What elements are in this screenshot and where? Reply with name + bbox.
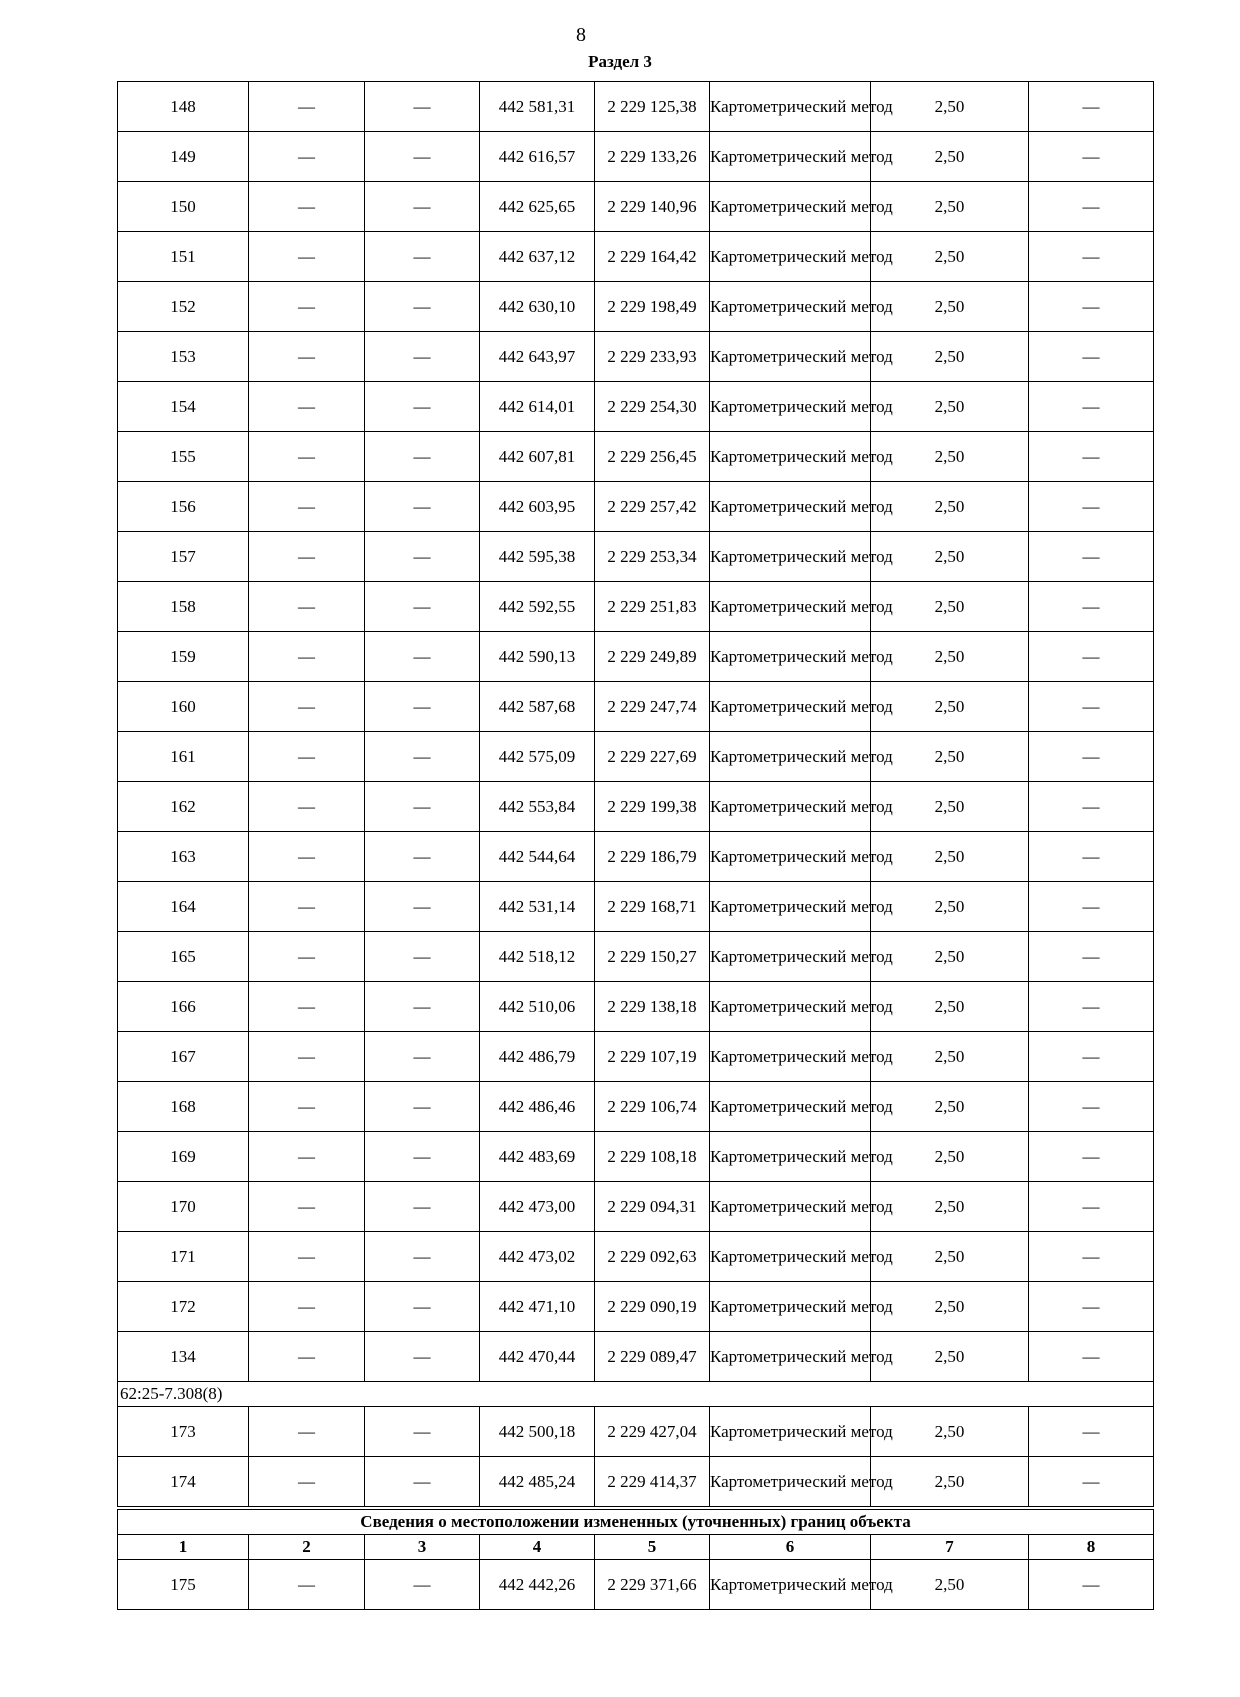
y-coordinate-cell: 2 229 140,96 <box>595 182 710 232</box>
accuracy-cell: 2,50 <box>871 382 1029 432</box>
point-number-cell: 153 <box>118 332 249 382</box>
table-row <box>118 1560 1154 1610</box>
accuracy-cell: 2,50 <box>871 132 1029 182</box>
x-coordinate-cell: 442 473,00 <box>480 1182 595 1232</box>
old-y-cell: — <box>365 682 480 732</box>
y-coordinate-cell: 2 229 251,83 <box>595 582 710 632</box>
subsection-row <box>118 1382 1154 1407</box>
accuracy-cell: 2,50 <box>871 982 1029 1032</box>
old-x-cell: — <box>249 782 365 832</box>
old-y-cell: — <box>365 632 480 682</box>
method-cell: Картометрический метод <box>710 382 871 432</box>
description-cell: — <box>1029 432 1154 482</box>
old-x-cell: — <box>249 82 365 132</box>
method-cell: Картометрический метод <box>710 582 871 632</box>
point-number-cell: 154 <box>118 382 249 432</box>
description-cell: — <box>1029 782 1154 832</box>
old-y-cell: — <box>365 282 480 332</box>
y-coordinate-cell: 2 229 150,27 <box>595 932 710 982</box>
y-coordinate-cell: 2 229 254,30 <box>595 382 710 432</box>
description-cell: — <box>1029 1082 1154 1132</box>
point-number-cell: 156 <box>118 482 249 532</box>
table-row <box>118 632 1154 682</box>
description-cell: — <box>1029 682 1154 732</box>
y-coordinate-cell: 2 229 168,71 <box>595 882 710 932</box>
accuracy-cell: 2,50 <box>871 1232 1029 1282</box>
old-y-cell: — <box>365 482 480 532</box>
description-cell: — <box>1029 332 1154 382</box>
accuracy-cell: 2,50 <box>871 832 1029 882</box>
description-cell: — <box>1029 232 1154 282</box>
point-number-cell: 172 <box>118 1282 249 1332</box>
description-cell: — <box>1029 182 1154 232</box>
description-cell: — <box>1029 832 1154 882</box>
point-number-cell: 166 <box>118 982 249 1032</box>
old-y-cell: — <box>365 132 480 182</box>
old-y-cell: — <box>365 982 480 1032</box>
x-coordinate-cell: 442 473,02 <box>480 1232 595 1282</box>
old-x-cell: — <box>249 682 365 732</box>
description-cell: — <box>1029 982 1154 1032</box>
accuracy-cell: 2,50 <box>871 682 1029 732</box>
description-cell: — <box>1029 632 1154 682</box>
y-coordinate-cell: 2 229 089,47 <box>595 1332 710 1382</box>
accuracy-cell: 2,50 <box>871 1182 1029 1232</box>
method-cell: Картометрический метод <box>710 782 871 832</box>
x-coordinate-cell: 442 531,14 <box>480 882 595 932</box>
accuracy-cell: 2,50 <box>871 182 1029 232</box>
y-coordinate-cell: 2 229 414,37 <box>595 1457 710 1509</box>
accuracy-cell: 2,50 <box>871 532 1029 582</box>
old-x-cell: — <box>249 282 365 332</box>
old-x-cell: — <box>249 1282 365 1332</box>
table-row <box>118 182 1154 232</box>
method-cell: Картометрический метод <box>710 282 871 332</box>
x-coordinate-cell: 442 603,95 <box>480 482 595 532</box>
column-number-cell: 4 <box>480 1535 595 1560</box>
accuracy-cell: 2,50 <box>871 1282 1029 1332</box>
accuracy-cell: 2,50 <box>871 632 1029 682</box>
x-coordinate-cell: 442 470,44 <box>480 1332 595 1382</box>
old-y-cell: — <box>365 832 480 882</box>
method-cell: Картометрический метод <box>710 832 871 882</box>
point-number-cell: 149 <box>118 132 249 182</box>
column-number-cell: 1 <box>118 1535 249 1560</box>
old-y-cell: — <box>365 1407 480 1457</box>
old-x-cell: — <box>249 432 365 482</box>
accuracy-cell: 2,50 <box>871 1132 1029 1182</box>
x-coordinate-cell: 442 595,38 <box>480 532 595 582</box>
y-coordinate-cell: 2 229 253,34 <box>595 532 710 582</box>
point-number-cell: 167 <box>118 1032 249 1082</box>
y-coordinate-cell: 2 229 133,26 <box>595 132 710 182</box>
old-x-cell: — <box>249 1407 365 1457</box>
y-coordinate-cell: 2 229 164,42 <box>595 232 710 282</box>
point-number-cell: 163 <box>118 832 249 882</box>
old-y-cell: — <box>365 232 480 282</box>
point-number-cell: 173 <box>118 1407 249 1457</box>
column-number-row <box>118 1535 1154 1560</box>
method-cell: Картометрический метод <box>710 1132 871 1182</box>
x-coordinate-cell: 442 616,57 <box>480 132 595 182</box>
accuracy-cell: 2,50 <box>871 1332 1029 1382</box>
description-cell: — <box>1029 882 1154 932</box>
point-number-cell: 169 <box>118 1132 249 1182</box>
old-y-cell: — <box>365 1332 480 1382</box>
description-cell: — <box>1029 532 1154 582</box>
old-x-cell: — <box>249 332 365 382</box>
method-cell: Картометрический метод <box>710 682 871 732</box>
old-x-cell: — <box>249 632 365 682</box>
old-x-cell: — <box>249 1032 365 1082</box>
old-y-cell: — <box>365 1232 480 1282</box>
description-cell: — <box>1029 1560 1154 1610</box>
column-number-cell: 7 <box>871 1535 1029 1560</box>
description-cell: — <box>1029 582 1154 632</box>
point-number-cell: 134 <box>118 1332 249 1382</box>
old-y-cell: — <box>365 732 480 782</box>
section-band-title: Сведения о местоположении измененных (уточненных) границ объекта <box>118 1508 1154 1535</box>
table-row <box>118 432 1154 482</box>
description-cell: — <box>1029 1182 1154 1232</box>
table-row <box>118 1332 1154 1382</box>
table-row <box>118 1032 1154 1082</box>
old-x-cell: — <box>249 182 365 232</box>
old-y-cell: — <box>365 1082 480 1132</box>
boundary-points-table <box>117 81 1154 1610</box>
method-cell: Картометрический метод <box>710 232 871 282</box>
y-coordinate-cell: 2 229 125,38 <box>595 82 710 132</box>
old-x-cell: — <box>249 882 365 932</box>
accuracy-cell: 2,50 <box>871 582 1029 632</box>
accuracy-cell: 2,50 <box>871 82 1029 132</box>
method-cell: Картометрический метод <box>710 432 871 482</box>
x-coordinate-cell: 442 592,55 <box>480 582 595 632</box>
table-row <box>118 232 1154 282</box>
old-x-cell: — <box>249 982 365 1032</box>
accuracy-cell: 2,50 <box>871 882 1029 932</box>
old-y-cell: — <box>365 382 480 432</box>
point-number-cell: 164 <box>118 882 249 932</box>
table-row <box>118 532 1154 582</box>
table-row <box>118 582 1154 632</box>
column-number-cell: 6 <box>710 1535 871 1560</box>
page-number: 8 <box>576 24 586 46</box>
table-row <box>118 1182 1154 1232</box>
description-cell: — <box>1029 1332 1154 1382</box>
old-y-cell: — <box>365 82 480 132</box>
table-row <box>118 132 1154 182</box>
y-coordinate-cell: 2 229 199,38 <box>595 782 710 832</box>
accuracy-cell: 2,50 <box>871 732 1029 782</box>
x-coordinate-cell: 442 471,10 <box>480 1282 595 1332</box>
description-cell: — <box>1029 1457 1154 1509</box>
table-row <box>118 682 1154 732</box>
description-cell: — <box>1029 1282 1154 1332</box>
method-cell: Картометрический метод <box>710 1232 871 1282</box>
description-cell: — <box>1029 1132 1154 1182</box>
old-y-cell: — <box>365 332 480 382</box>
table-row <box>118 1282 1154 1332</box>
accuracy-cell: 2,50 <box>871 332 1029 382</box>
x-coordinate-cell: 442 518,12 <box>480 932 595 982</box>
old-x-cell: — <box>249 1232 365 1282</box>
old-y-cell: — <box>365 782 480 832</box>
point-number-cell: 162 <box>118 782 249 832</box>
old-x-cell: — <box>249 1132 365 1182</box>
method-cell: Картометрический метод <box>710 82 871 132</box>
point-number-cell: 152 <box>118 282 249 332</box>
table-row <box>118 932 1154 982</box>
table-row <box>118 832 1154 882</box>
point-number-cell: 165 <box>118 932 249 982</box>
method-cell: Картометрический метод <box>710 1082 871 1132</box>
table-row <box>118 282 1154 332</box>
method-cell: Картометрический метод <box>710 1407 871 1457</box>
method-cell: Картометрический метод <box>710 882 871 932</box>
y-coordinate-cell: 2 229 106,74 <box>595 1082 710 1132</box>
y-coordinate-cell: 2 229 108,18 <box>595 1132 710 1182</box>
description-cell: — <box>1029 482 1154 532</box>
point-number-cell: 171 <box>118 1232 249 1282</box>
method-cell: Картометрический метод <box>710 1560 871 1610</box>
method-cell: Картометрический метод <box>710 332 871 382</box>
old-y-cell: — <box>365 582 480 632</box>
table-row <box>118 1082 1154 1132</box>
x-coordinate-cell: 442 483,69 <box>480 1132 595 1182</box>
point-number-cell: 170 <box>118 1182 249 1232</box>
old-y-cell: — <box>365 1457 480 1509</box>
section-band-row <box>118 1508 1154 1535</box>
method-cell: Картометрический метод <box>710 1032 871 1082</box>
x-coordinate-cell: 442 630,10 <box>480 282 595 332</box>
table-row <box>118 482 1154 532</box>
x-coordinate-cell: 442 486,79 <box>480 1032 595 1082</box>
old-y-cell: — <box>365 1560 480 1610</box>
old-y-cell: — <box>365 1282 480 1332</box>
accuracy-cell: 2,50 <box>871 932 1029 982</box>
old-x-cell: — <box>249 482 365 532</box>
old-x-cell: — <box>249 382 365 432</box>
old-x-cell: — <box>249 1082 365 1132</box>
x-coordinate-cell: 442 485,24 <box>480 1457 595 1509</box>
point-number-cell: 160 <box>118 682 249 732</box>
table-row <box>118 332 1154 382</box>
old-x-cell: — <box>249 1457 365 1509</box>
x-coordinate-cell: 442 486,46 <box>480 1082 595 1132</box>
y-coordinate-cell: 2 229 256,45 <box>595 432 710 482</box>
old-y-cell: — <box>365 882 480 932</box>
old-x-cell: — <box>249 932 365 982</box>
accuracy-cell: 2,50 <box>871 482 1029 532</box>
old-y-cell: — <box>365 432 480 482</box>
table-row <box>118 1457 1154 1509</box>
description-cell: — <box>1029 1407 1154 1457</box>
y-coordinate-cell: 2 229 186,79 <box>595 832 710 882</box>
x-coordinate-cell: 442 625,65 <box>480 182 595 232</box>
x-coordinate-cell: 442 607,81 <box>480 432 595 482</box>
method-cell: Картометрический метод <box>710 982 871 1032</box>
old-x-cell: — <box>249 1182 365 1232</box>
point-number-cell: 168 <box>118 1082 249 1132</box>
old-x-cell: — <box>249 1560 365 1610</box>
y-coordinate-cell: 2 229 198,49 <box>595 282 710 332</box>
x-coordinate-cell: 442 587,68 <box>480 682 595 732</box>
method-cell: Картометрический метод <box>710 932 871 982</box>
old-x-cell: — <box>249 232 365 282</box>
x-coordinate-cell: 442 553,84 <box>480 782 595 832</box>
y-coordinate-cell: 2 229 371,66 <box>595 1560 710 1610</box>
method-cell: Картометрический метод <box>710 532 871 582</box>
old-y-cell: — <box>365 182 480 232</box>
accuracy-cell: 2,50 <box>871 232 1029 282</box>
column-number-cell: 5 <box>595 1535 710 1560</box>
column-number-cell: 3 <box>365 1535 480 1560</box>
method-cell: Картометрический метод <box>710 1332 871 1382</box>
accuracy-cell: 2,50 <box>871 1032 1029 1082</box>
accuracy-cell: 2,50 <box>871 282 1029 332</box>
accuracy-cell: 2,50 <box>871 432 1029 482</box>
point-number-cell: 174 <box>118 1457 249 1509</box>
description-cell: — <box>1029 382 1154 432</box>
old-x-cell: — <box>249 832 365 882</box>
old-y-cell: — <box>365 1182 480 1232</box>
x-coordinate-cell: 442 637,12 <box>480 232 595 282</box>
y-coordinate-cell: 2 229 427,04 <box>595 1407 710 1457</box>
accuracy-cell: 2,50 <box>871 1407 1029 1457</box>
point-number-cell: 175 <box>118 1560 249 1610</box>
x-coordinate-cell: 442 544,64 <box>480 832 595 882</box>
description-cell: — <box>1029 1032 1154 1082</box>
description-cell: — <box>1029 282 1154 332</box>
table-row <box>118 82 1154 132</box>
description-cell: — <box>1029 132 1154 182</box>
point-number-cell: 158 <box>118 582 249 632</box>
x-coordinate-cell: 442 581,31 <box>480 82 595 132</box>
method-cell: Картометрический метод <box>710 1457 871 1509</box>
point-number-cell: 157 <box>118 532 249 582</box>
accuracy-cell: 2,50 <box>871 782 1029 832</box>
section-title: Раздел 3 <box>588 52 652 71</box>
table-row <box>118 882 1154 932</box>
point-number-cell: 159 <box>118 632 249 682</box>
table-row <box>118 1232 1154 1282</box>
column-number-cell: 8 <box>1029 1535 1154 1560</box>
method-cell: Картометрический метод <box>710 1282 871 1332</box>
x-coordinate-cell: 442 643,97 <box>480 332 595 382</box>
method-cell: Картометрический метод <box>710 132 871 182</box>
table-row <box>118 782 1154 832</box>
y-coordinate-cell: 2 229 094,31 <box>595 1182 710 1232</box>
y-coordinate-cell: 2 229 107,19 <box>595 1032 710 1082</box>
table-row <box>118 982 1154 1032</box>
point-number-cell: 150 <box>118 182 249 232</box>
y-coordinate-cell: 2 229 227,69 <box>595 732 710 782</box>
old-y-cell: — <box>365 1032 480 1082</box>
method-cell: Картометрический метод <box>710 482 871 532</box>
old-x-cell: — <box>249 732 365 782</box>
table-row <box>118 1407 1154 1457</box>
x-coordinate-cell: 442 510,06 <box>480 982 595 1032</box>
x-coordinate-cell: 442 590,13 <box>480 632 595 682</box>
table-row <box>118 382 1154 432</box>
table-row <box>118 732 1154 782</box>
y-coordinate-cell: 2 229 138,18 <box>595 982 710 1032</box>
accuracy-cell: 2,50 <box>871 1457 1029 1509</box>
point-number-cell: 148 <box>118 82 249 132</box>
description-cell: — <box>1029 932 1154 982</box>
old-x-cell: — <box>249 132 365 182</box>
column-number-cell: 2 <box>249 1535 365 1560</box>
accuracy-cell: 2,50 <box>871 1560 1029 1610</box>
method-cell: Картометрический метод <box>710 182 871 232</box>
y-coordinate-cell: 2 229 257,42 <box>595 482 710 532</box>
table-row <box>118 1132 1154 1182</box>
old-y-cell: — <box>365 1132 480 1182</box>
accuracy-cell: 2,50 <box>871 1082 1029 1132</box>
old-y-cell: — <box>365 532 480 582</box>
old-x-cell: — <box>249 1332 365 1382</box>
x-coordinate-cell: 442 500,18 <box>480 1407 595 1457</box>
method-cell: Картометрический метод <box>710 732 871 782</box>
y-coordinate-cell: 2 229 249,89 <box>595 632 710 682</box>
subsection-label: 62:25-7.308(8) <box>118 1382 1154 1407</box>
y-coordinate-cell: 2 229 233,93 <box>595 332 710 382</box>
y-coordinate-cell: 2 229 092,63 <box>595 1232 710 1282</box>
y-coordinate-cell: 2 229 247,74 <box>595 682 710 732</box>
x-coordinate-cell: 442 614,01 <box>480 382 595 432</box>
point-number-cell: 161 <box>118 732 249 782</box>
method-cell: Картометрический метод <box>710 1182 871 1232</box>
method-cell: Картометрический метод <box>710 632 871 682</box>
description-cell: — <box>1029 732 1154 782</box>
old-x-cell: — <box>249 582 365 632</box>
point-number-cell: 155 <box>118 432 249 482</box>
x-coordinate-cell: 442 575,09 <box>480 732 595 782</box>
old-x-cell: — <box>249 532 365 582</box>
x-coordinate-cell: 442 442,26 <box>480 1560 595 1610</box>
description-cell: — <box>1029 82 1154 132</box>
y-coordinate-cell: 2 229 090,19 <box>595 1282 710 1332</box>
description-cell: — <box>1029 1232 1154 1282</box>
point-number-cell: 151 <box>118 232 249 282</box>
old-y-cell: — <box>365 932 480 982</box>
